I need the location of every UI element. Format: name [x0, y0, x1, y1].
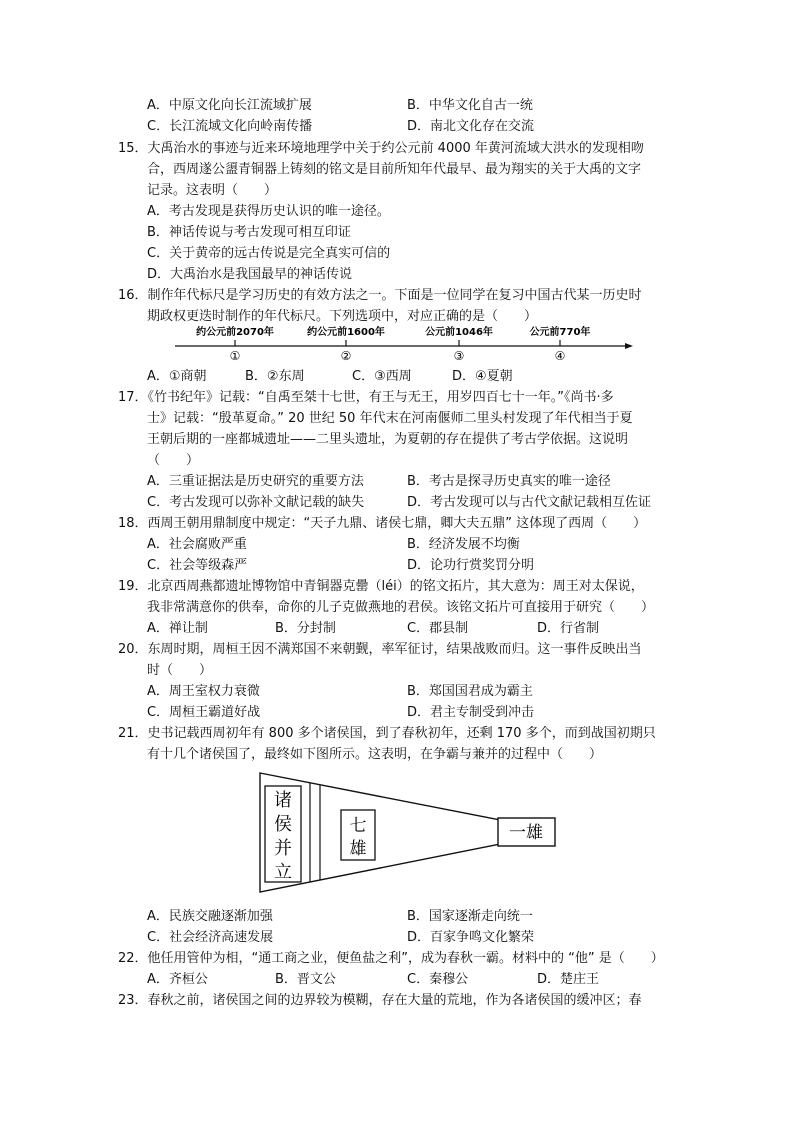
q22-stem-line-1: 22．他任用管仲为相，“通工商之业，便鱼盐之利”，成为春秋一霸。材料中的 “他” 是（ ）	[118, 951, 664, 966]
q20-option-b: B．郑国国君成为霸主	[407, 684, 533, 699]
timeline-mark-3: ③	[453, 349, 465, 363]
q22-option-d: D．楚庄王	[537, 972, 600, 987]
timeline-arrow	[625, 343, 633, 349]
yixiong-label: 一雄	[509, 823, 543, 843]
q22-option-b: B．晋文公	[275, 972, 336, 987]
zhuhou-char-3: 并	[274, 838, 292, 859]
q19-option-c: C．郡县制	[407, 621, 469, 636]
qixiong-char-2: 雄	[349, 839, 367, 859]
q18-option-c: C．社会等级森严	[147, 558, 248, 573]
q23-stem-line-1: 23．春秋之前，诸侯国之间的边界较为模糊，存在大量的荒地，作为各诸侯国的缓冲区；春	[118, 993, 642, 1008]
zhuhou-char-1: 诸	[274, 790, 292, 811]
zhuhou-char-2: 侯	[274, 814, 292, 835]
unification-funnel-diagram	[255, 768, 565, 898]
q16-option-d: D．④夏朝	[452, 369, 513, 384]
q15-stem-line-2: 合，西周遂公盨青铜器上铸刻的铭文是目前所知年代最早、最为翔实的关于大禹的文字	[147, 162, 642, 177]
q21-stem-line-2: 有十几个诸侯国了，最终如下图所示。这表明，在争霸与兼并的过程中（ ）	[147, 747, 603, 762]
q22-option-c: C．秦穆公	[407, 972, 469, 987]
q21-stem-line-1: 21．史书记载西周初年有 800 多个诸侯国，到了春秋初年，还剩 170 多个，而到战国初期只	[118, 726, 656, 741]
timeline-label-3: 公元前1046年	[425, 327, 493, 338]
timeline-mark-1: ①	[229, 349, 241, 363]
timeline-mark-2: ②	[340, 349, 352, 363]
q17-stem-line-2: 士》记载：“殷革夏命。” 20 世纪 50 年代末在河南偃师二里头村发现了年代相当于夏	[147, 411, 633, 426]
q16-option-c: C．③西周	[352, 369, 412, 384]
timeline-label-1: 约公元前2070年	[196, 327, 274, 338]
q21-option-a: A．民族交融逐渐加强	[147, 909, 273, 924]
q19-option-a: A．禅让制	[147, 621, 208, 636]
q21-option-d: D．百家争鸣文化繁荣	[407, 930, 535, 945]
q18-option-b: B．经济发展不均衡	[407, 537, 520, 552]
q20-stem-line-1: 20．东周时期，周桓王因不满郑国不来朝觐，率军征讨，结果战败而归。这一事件反映出当	[118, 642, 642, 657]
q17-stem-line-3: 王朝后期的一座都城遗址——二里头遗址，为夏朝的存在提供了考古学依据。这说明	[147, 432, 629, 447]
q17-option-b: B．考古是探寻历史真实的唯一途径	[407, 474, 611, 489]
timeline-label-2: 约公元前1600年	[307, 327, 385, 338]
q18-stem-line-1: 18．西周王朝用鼎制度中规定：“天子九鼎、诸侯七鼎，卿大夫五鼎” 这体现了西周（ ）	[118, 516, 647, 531]
q17-option-a: A．三重证据法是历史研究的重要方法	[147, 474, 364, 489]
timeline-diagram	[170, 324, 640, 364]
q15-option-a: A．考古发现是获得历史认识的唯一途径。	[147, 204, 390, 219]
q16-option-a: A．①商朝	[147, 369, 207, 384]
q18-option-d: D．论功行赏奖罚分明	[407, 558, 535, 573]
q14-option-d: D．南北文化存在交流	[407, 119, 535, 134]
q17-option-d: D．考古发现可以与古代文献记载相互佐证	[407, 495, 652, 510]
q15-option-d: D．大禹治水是我国最早的神话传说	[147, 267, 353, 282]
q14-option-a: A．中原文化向长江流域扩展	[147, 98, 312, 113]
q22-option-a: A．齐桓公	[147, 972, 208, 987]
q20-option-a: A．周王室权力衰微	[147, 684, 260, 699]
q17-stem-line-4: （ ）	[147, 453, 200, 468]
timeline-label-4: 公元前770年	[529, 327, 591, 338]
q16-option-b: B．②东周	[245, 369, 305, 384]
q20-option-c: C．周桓王霸道好战	[147, 705, 261, 720]
q15-option-c: C．关于黄帝的远古传说是完全真实可信的	[147, 246, 391, 261]
q18-option-a: A．社会腐败严重	[147, 537, 247, 552]
q19-stem-line-1: 19．北京西周燕都遗址博物馆中青铜器克罍（léi）的铭文拓片，其大意为：周王对太保说，	[118, 579, 644, 594]
q15-stem-line-3: 记录。这表明（ ）	[147, 183, 278, 198]
q21-option-c: C．社会经济高速发展	[147, 930, 274, 945]
q16-stem-line-2: 期政权更迭时制作的年代标尺。下列选项中，对应正确的是（ ）	[147, 309, 538, 324]
q19-stem-line-2: 我非常满意你的供奉，命你的儿子克做燕地的君侯。该铭文拓片可直接用于研究（ ）	[147, 600, 655, 615]
q17-stem-line-1: 17．《竹书纪年》记载：“自禹至桀十七世，有王与无王，用岁四百七十一年。”《尚书·多	[118, 390, 614, 405]
zhuhou-char-4: 立	[274, 862, 292, 883]
q15-option-b: B．神话传说与考古发现可相互印证	[147, 225, 351, 240]
q20-option-d: D．君主专制受到冲击	[407, 705, 535, 720]
q21-option-b: B．国家逐渐走向统一	[407, 909, 533, 924]
q16-stem-line-1: 16．制作年代标尺是学习历史的有效方法之一。下面是一位同学在复习中国古代某一历史时	[118, 288, 642, 303]
q15-stem-line-1: 15．大禹治水的事迹与近来环境地理学中关于约公元前 4000 年黄河流域大洪水的发现相吻	[118, 141, 644, 156]
q19-option-b: B．分封制	[275, 621, 336, 636]
qixiong-char-1: 七	[349, 816, 367, 836]
q19-option-d: D．行省制	[537, 621, 600, 636]
q14-option-c: C．长江流域文化向岭南传播	[147, 119, 313, 134]
timeline-mark-4: ④	[554, 349, 566, 363]
q14-option-b: B．中华文化自古一统	[407, 98, 533, 113]
q20-stem-line-2: 时（ ）	[147, 663, 213, 678]
q17-option-c: C．考古发现可以弥补文献记载的缺失	[147, 495, 365, 510]
